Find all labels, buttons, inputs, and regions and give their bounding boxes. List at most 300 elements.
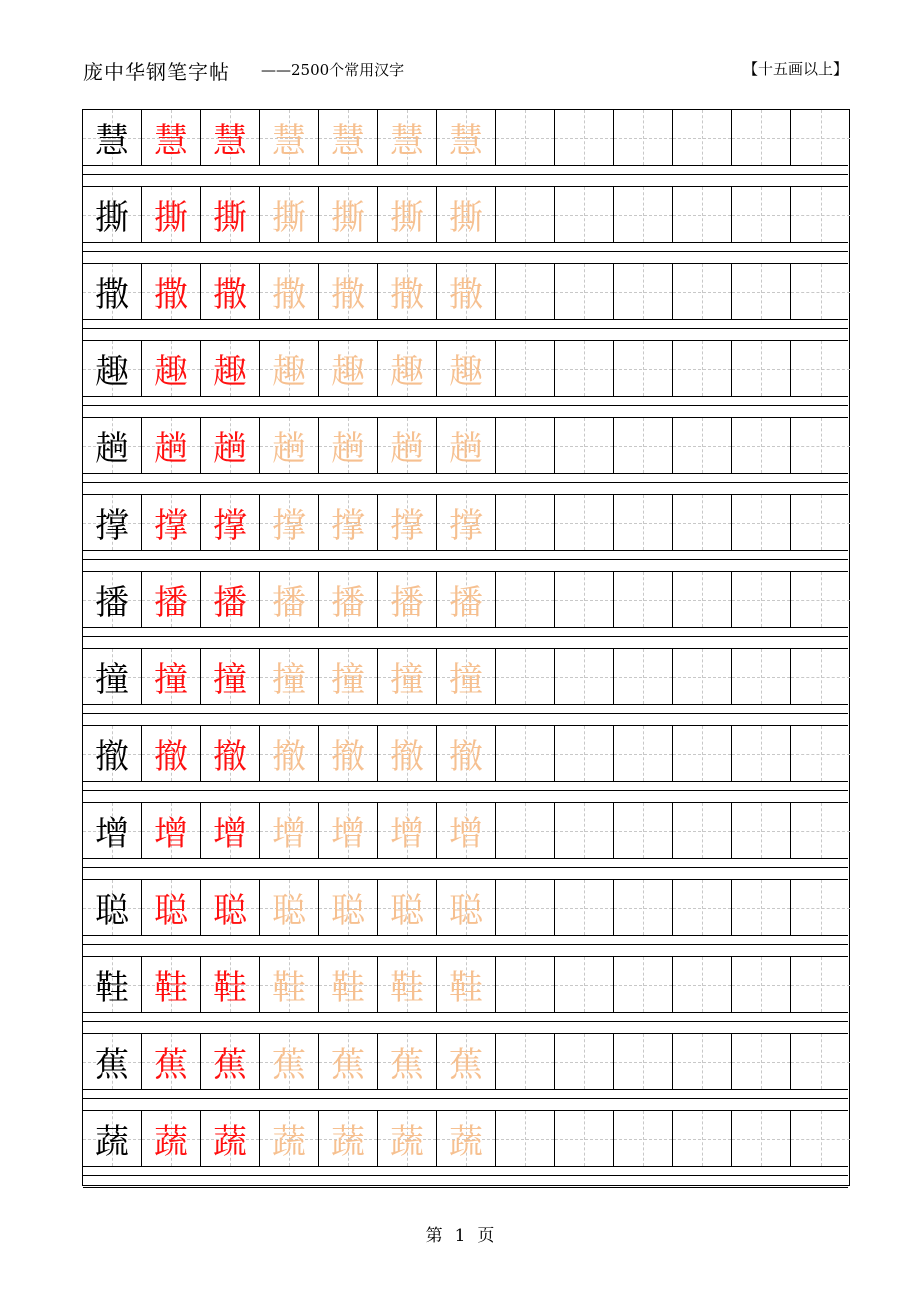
tracing-cell — [260, 726, 319, 781]
practice-row — [83, 341, 848, 397]
empty-practice-cell — [555, 264, 614, 319]
tracing-cell — [378, 803, 437, 858]
practice-row — [83, 880, 848, 936]
red-copy-cell — [201, 803, 260, 858]
empty-practice-cell — [555, 418, 614, 473]
character-glyph: 趟 — [390, 429, 424, 469]
character-glyph: 撤 — [272, 737, 306, 777]
tracing-cell — [260, 572, 319, 627]
empty-practice-cell — [496, 495, 555, 550]
empty-practice-cell — [791, 572, 850, 627]
empty-practice-cell — [614, 1111, 673, 1166]
empty-practice-cell — [732, 572, 791, 627]
tracing-cell — [437, 803, 496, 858]
character-glyph: 播 — [390, 583, 424, 623]
empty-practice-cell — [555, 110, 614, 165]
character-glyph: 趣 — [272, 352, 306, 392]
character-glyph: 趣 — [95, 352, 129, 392]
character-glyph: 慧 — [213, 121, 247, 161]
model-character-cell — [83, 957, 142, 1012]
character-glyph: 聪 — [390, 891, 424, 931]
empty-practice-cell — [732, 110, 791, 165]
character-glyph: 鞋 — [95, 968, 129, 1008]
character-glyph: 鞋 — [449, 968, 483, 1008]
character-glyph: 蔬 — [390, 1122, 424, 1162]
empty-practice-cell — [673, 110, 732, 165]
empty-practice-cell — [496, 726, 555, 781]
character-glyph: 撕 — [331, 198, 365, 238]
empty-practice-cell — [673, 264, 732, 319]
character-glyph: 撕 — [213, 198, 247, 238]
red-copy-cell — [142, 572, 201, 627]
tracing-cell — [437, 649, 496, 704]
empty-practice-cell — [614, 341, 673, 396]
practice-row — [83, 572, 848, 628]
character-glyph: 撤 — [449, 737, 483, 777]
tracing-cell — [260, 264, 319, 319]
red-copy-cell — [201, 880, 260, 935]
character-glyph: 播 — [213, 583, 247, 623]
empty-practice-cell — [496, 649, 555, 704]
character-glyph: 撑 — [154, 506, 188, 546]
model-character-cell — [83, 726, 142, 781]
tracing-cell — [437, 726, 496, 781]
character-glyph: 聪 — [272, 891, 306, 931]
character-glyph: 慧 — [272, 121, 306, 161]
red-copy-cell — [142, 1034, 201, 1089]
red-copy-cell — [142, 341, 201, 396]
model-character-cell — [83, 649, 142, 704]
row-separator — [83, 859, 848, 880]
tracing-cell — [319, 187, 378, 242]
empty-practice-cell — [791, 418, 850, 473]
page-prefix: 第 — [425, 1226, 443, 1246]
empty-practice-cell — [555, 495, 614, 550]
empty-practice-cell — [614, 187, 673, 242]
practice-row — [83, 187, 848, 243]
empty-practice-cell — [614, 1034, 673, 1089]
character-glyph: 播 — [272, 583, 306, 623]
empty-practice-cell — [791, 726, 850, 781]
practice-row — [83, 803, 848, 859]
row-separator — [83, 1167, 848, 1188]
row-separator — [83, 782, 848, 803]
empty-practice-cell — [732, 1111, 791, 1166]
character-glyph: 撑 — [331, 506, 365, 546]
red-copy-cell — [142, 803, 201, 858]
red-copy-cell — [201, 341, 260, 396]
character-glyph: 撑 — [95, 506, 129, 546]
character-glyph: 撞 — [390, 660, 424, 700]
empty-practice-cell — [673, 1111, 732, 1166]
tracing-cell — [260, 187, 319, 242]
character-glyph: 撕 — [449, 198, 483, 238]
row-separator — [83, 166, 848, 187]
tracing-cell — [378, 341, 437, 396]
red-copy-cell — [201, 110, 260, 165]
character-glyph: 鞋 — [213, 968, 247, 1008]
tracing-cell — [437, 572, 496, 627]
tracing-cell — [378, 418, 437, 473]
empty-practice-cell — [614, 264, 673, 319]
empty-practice-cell — [732, 495, 791, 550]
empty-practice-cell — [673, 649, 732, 704]
empty-practice-cell — [732, 1034, 791, 1089]
tracing-cell — [319, 264, 378, 319]
character-glyph: 增 — [154, 814, 188, 854]
empty-practice-cell — [791, 880, 850, 935]
empty-practice-cell — [496, 110, 555, 165]
model-character-cell — [83, 1034, 142, 1089]
tracing-cell — [437, 957, 496, 1012]
tracing-cell — [260, 649, 319, 704]
character-glyph: 撞 — [331, 660, 365, 700]
tracing-cell — [260, 110, 319, 165]
character-glyph: 撕 — [154, 198, 188, 238]
model-character-cell — [83, 803, 142, 858]
tracing-cell — [378, 495, 437, 550]
tracing-cell — [437, 341, 496, 396]
practice-row — [83, 649, 848, 705]
model-character-cell — [83, 880, 142, 935]
red-copy-cell — [201, 418, 260, 473]
empty-practice-cell — [732, 264, 791, 319]
tracing-cell — [319, 726, 378, 781]
page-footer — [0, 1221, 920, 1246]
empty-practice-cell — [791, 495, 850, 550]
tracing-cell — [378, 957, 437, 1012]
tracing-cell — [260, 418, 319, 473]
character-glyph: 蕉 — [213, 1045, 247, 1085]
character-glyph: 撕 — [95, 198, 129, 238]
empty-practice-cell — [555, 880, 614, 935]
empty-practice-cell — [555, 649, 614, 704]
stroke-count-label: 【十五画以上】 — [742, 60, 848, 78]
tracing-cell — [378, 880, 437, 935]
character-glyph: 撕 — [272, 198, 306, 238]
tracing-cell — [319, 418, 378, 473]
tracing-cell — [378, 572, 437, 627]
tracing-cell — [378, 649, 437, 704]
tracing-cell — [378, 110, 437, 165]
character-glyph: 鞋 — [272, 968, 306, 1008]
empty-practice-cell — [555, 803, 614, 858]
red-copy-cell — [142, 957, 201, 1012]
model-character-cell — [83, 110, 142, 165]
empty-practice-cell — [791, 803, 850, 858]
empty-practice-cell — [791, 649, 850, 704]
tracing-cell — [378, 1111, 437, 1166]
row-separator — [83, 936, 848, 957]
model-character-cell — [83, 572, 142, 627]
character-glyph: 增 — [449, 814, 483, 854]
red-copy-cell — [142, 726, 201, 781]
empty-practice-cell — [732, 418, 791, 473]
empty-practice-cell — [732, 880, 791, 935]
character-glyph: 撤 — [95, 737, 129, 777]
empty-practice-cell — [496, 880, 555, 935]
empty-practice-cell — [732, 803, 791, 858]
tracing-cell — [378, 264, 437, 319]
character-glyph: 趟 — [449, 429, 483, 469]
character-glyph: 蔬 — [154, 1122, 188, 1162]
character-glyph: 增 — [390, 814, 424, 854]
character-glyph: 撤 — [390, 737, 424, 777]
red-copy-cell — [142, 187, 201, 242]
practice-row — [83, 957, 848, 1013]
empty-practice-cell — [732, 726, 791, 781]
character-glyph: 蔬 — [272, 1122, 306, 1162]
tracing-cell — [260, 495, 319, 550]
character-glyph: 撞 — [449, 660, 483, 700]
character-glyph: 撒 — [95, 275, 129, 315]
row-separator — [83, 628, 848, 649]
red-copy-cell — [201, 726, 260, 781]
character-glyph: 趟 — [154, 429, 188, 469]
empty-practice-cell — [673, 803, 732, 858]
tracing-cell — [319, 495, 378, 550]
character-glyph: 撑 — [213, 506, 247, 546]
model-character-cell — [83, 341, 142, 396]
empty-practice-cell — [496, 957, 555, 1012]
practice-row — [83, 726, 848, 782]
character-glyph: 撒 — [449, 275, 483, 315]
red-copy-cell — [201, 957, 260, 1012]
empty-practice-cell — [732, 957, 791, 1012]
red-copy-cell — [201, 649, 260, 704]
character-glyph: 慧 — [390, 121, 424, 161]
character-glyph: 撞 — [272, 660, 306, 700]
character-glyph: 聪 — [331, 891, 365, 931]
character-glyph: 撞 — [95, 660, 129, 700]
character-glyph: 撤 — [213, 737, 247, 777]
tracing-cell — [437, 110, 496, 165]
empty-practice-cell — [673, 187, 732, 242]
character-glyph: 鞋 — [390, 968, 424, 1008]
character-glyph: 撒 — [154, 275, 188, 315]
character-glyph: 蔬 — [95, 1122, 129, 1162]
practice-row — [83, 264, 848, 320]
red-copy-cell — [201, 1034, 260, 1089]
empty-practice-cell — [614, 495, 673, 550]
model-character-cell — [83, 418, 142, 473]
row-separator — [83, 397, 848, 418]
row-separator — [83, 551, 848, 572]
model-character-cell — [83, 495, 142, 550]
character-glyph: 鞋 — [331, 968, 365, 1008]
copybook-title: 庞中华钢笔字帖 — [83, 60, 230, 84]
character-glyph: 撤 — [331, 737, 365, 777]
model-character-cell — [83, 187, 142, 242]
empty-practice-cell — [732, 649, 791, 704]
character-glyph: 撞 — [154, 660, 188, 700]
red-copy-cell — [201, 572, 260, 627]
tracing-cell — [319, 110, 378, 165]
row-separator — [83, 243, 848, 264]
practice-row — [83, 418, 848, 474]
character-glyph: 趣 — [213, 352, 247, 392]
character-glyph: 撤 — [154, 737, 188, 777]
character-glyph: 播 — [449, 583, 483, 623]
character-glyph: 蕉 — [154, 1045, 188, 1085]
character-glyph: 趣 — [390, 352, 424, 392]
practice-row — [83, 495, 848, 551]
character-glyph: 撒 — [272, 275, 306, 315]
red-copy-cell — [201, 495, 260, 550]
character-glyph: 趣 — [449, 352, 483, 392]
empty-practice-cell — [673, 957, 732, 1012]
empty-practice-cell — [555, 957, 614, 1012]
tracing-cell — [378, 187, 437, 242]
character-glyph: 蕉 — [331, 1045, 365, 1085]
character-glyph: 撑 — [390, 506, 424, 546]
character-glyph: 撕 — [390, 198, 424, 238]
copybook-subtitle: ——2500个常用汉字 — [261, 61, 405, 79]
tracing-cell — [319, 803, 378, 858]
empty-practice-cell — [791, 1034, 850, 1089]
character-glyph: 趟 — [213, 429, 247, 469]
red-copy-cell — [142, 418, 201, 473]
character-glyph: 撒 — [390, 275, 424, 315]
model-character-cell — [83, 1111, 142, 1166]
character-glyph: 聪 — [213, 891, 247, 931]
empty-practice-cell — [614, 803, 673, 858]
empty-practice-cell — [555, 1034, 614, 1089]
empty-practice-cell — [791, 187, 850, 242]
empty-practice-cell — [614, 957, 673, 1012]
character-glyph: 趣 — [154, 352, 188, 392]
empty-practice-cell — [614, 726, 673, 781]
empty-practice-cell — [791, 264, 850, 319]
empty-practice-cell — [673, 341, 732, 396]
character-glyph: 趟 — [272, 429, 306, 469]
character-glyph: 撞 — [213, 660, 247, 700]
empty-practice-cell — [673, 726, 732, 781]
row-separator — [83, 705, 848, 726]
tracing-cell — [319, 1034, 378, 1089]
character-glyph: 趟 — [95, 429, 129, 469]
character-glyph: 增 — [331, 814, 365, 854]
character-glyph: 聪 — [154, 891, 188, 931]
tracing-cell — [260, 1034, 319, 1089]
red-copy-cell — [142, 649, 201, 704]
character-glyph: 慧 — [154, 121, 188, 161]
page-header — [83, 56, 848, 86]
red-copy-cell — [201, 264, 260, 319]
red-copy-cell — [142, 110, 201, 165]
character-glyph: 撒 — [213, 275, 247, 315]
empty-practice-cell — [673, 1034, 732, 1089]
character-glyph: 播 — [95, 583, 129, 623]
row-separator — [83, 320, 848, 341]
practice-row — [83, 1034, 848, 1090]
empty-practice-cell — [791, 341, 850, 396]
character-glyph: 播 — [154, 583, 188, 623]
model-character-cell — [83, 264, 142, 319]
practice-row — [83, 110, 848, 166]
tracing-cell — [319, 880, 378, 935]
character-glyph: 增 — [95, 814, 129, 854]
empty-practice-cell — [791, 1111, 850, 1166]
empty-practice-cell — [614, 649, 673, 704]
tracing-cell — [378, 726, 437, 781]
tracing-cell — [437, 1111, 496, 1166]
tracing-cell — [319, 572, 378, 627]
empty-practice-cell — [791, 957, 850, 1012]
empty-practice-cell — [496, 803, 555, 858]
empty-practice-cell — [732, 187, 791, 242]
character-glyph: 撑 — [272, 506, 306, 546]
character-glyph: 聪 — [95, 891, 129, 931]
character-glyph: 撒 — [331, 275, 365, 315]
row-separator — [83, 1013, 848, 1034]
character-glyph: 趣 — [331, 352, 365, 392]
red-copy-cell — [201, 187, 260, 242]
character-glyph: 蕉 — [272, 1045, 306, 1085]
empty-practice-cell — [673, 418, 732, 473]
empty-practice-cell — [555, 1111, 614, 1166]
character-glyph: 增 — [213, 814, 247, 854]
empty-practice-cell — [614, 110, 673, 165]
character-glyph: 蔬 — [449, 1122, 483, 1162]
red-copy-cell — [142, 880, 201, 935]
tracing-cell — [319, 341, 378, 396]
empty-practice-cell — [555, 187, 614, 242]
empty-practice-cell — [673, 495, 732, 550]
red-copy-cell — [142, 264, 201, 319]
empty-practice-cell — [614, 418, 673, 473]
character-glyph: 播 — [331, 583, 365, 623]
empty-practice-cell — [791, 110, 850, 165]
character-glyph: 聪 — [449, 891, 483, 931]
empty-practice-cell — [555, 572, 614, 627]
red-copy-cell — [142, 1111, 201, 1166]
tracing-cell — [437, 495, 496, 550]
tracing-cell — [260, 803, 319, 858]
tracing-cell — [319, 1111, 378, 1166]
character-glyph: 增 — [272, 814, 306, 854]
empty-practice-cell — [496, 187, 555, 242]
page-number: 1 — [454, 1226, 466, 1246]
character-glyph: 蔬 — [213, 1122, 247, 1162]
row-separator — [83, 1090, 848, 1111]
tracing-cell — [319, 649, 378, 704]
tracing-cell — [260, 957, 319, 1012]
tracing-cell — [437, 264, 496, 319]
row-separator — [83, 474, 848, 495]
empty-practice-cell — [496, 264, 555, 319]
character-glyph: 蔬 — [331, 1122, 365, 1162]
tracing-cell — [378, 1034, 437, 1089]
empty-practice-cell — [673, 880, 732, 935]
empty-practice-cell — [614, 880, 673, 935]
character-glyph: 慧 — [95, 121, 129, 161]
page-suffix: 页 — [477, 1226, 495, 1246]
red-copy-cell — [142, 495, 201, 550]
practice-row — [83, 1111, 848, 1167]
empty-practice-cell — [496, 1111, 555, 1166]
empty-practice-cell — [555, 341, 614, 396]
character-glyph: 蕉 — [95, 1045, 129, 1085]
empty-practice-cell — [496, 418, 555, 473]
tracing-cell — [260, 880, 319, 935]
character-glyph: 慧 — [449, 121, 483, 161]
empty-practice-cell — [614, 572, 673, 627]
tracing-cell — [437, 880, 496, 935]
red-copy-cell — [201, 1111, 260, 1166]
character-glyph: 撑 — [449, 506, 483, 546]
empty-practice-cell — [496, 1034, 555, 1089]
